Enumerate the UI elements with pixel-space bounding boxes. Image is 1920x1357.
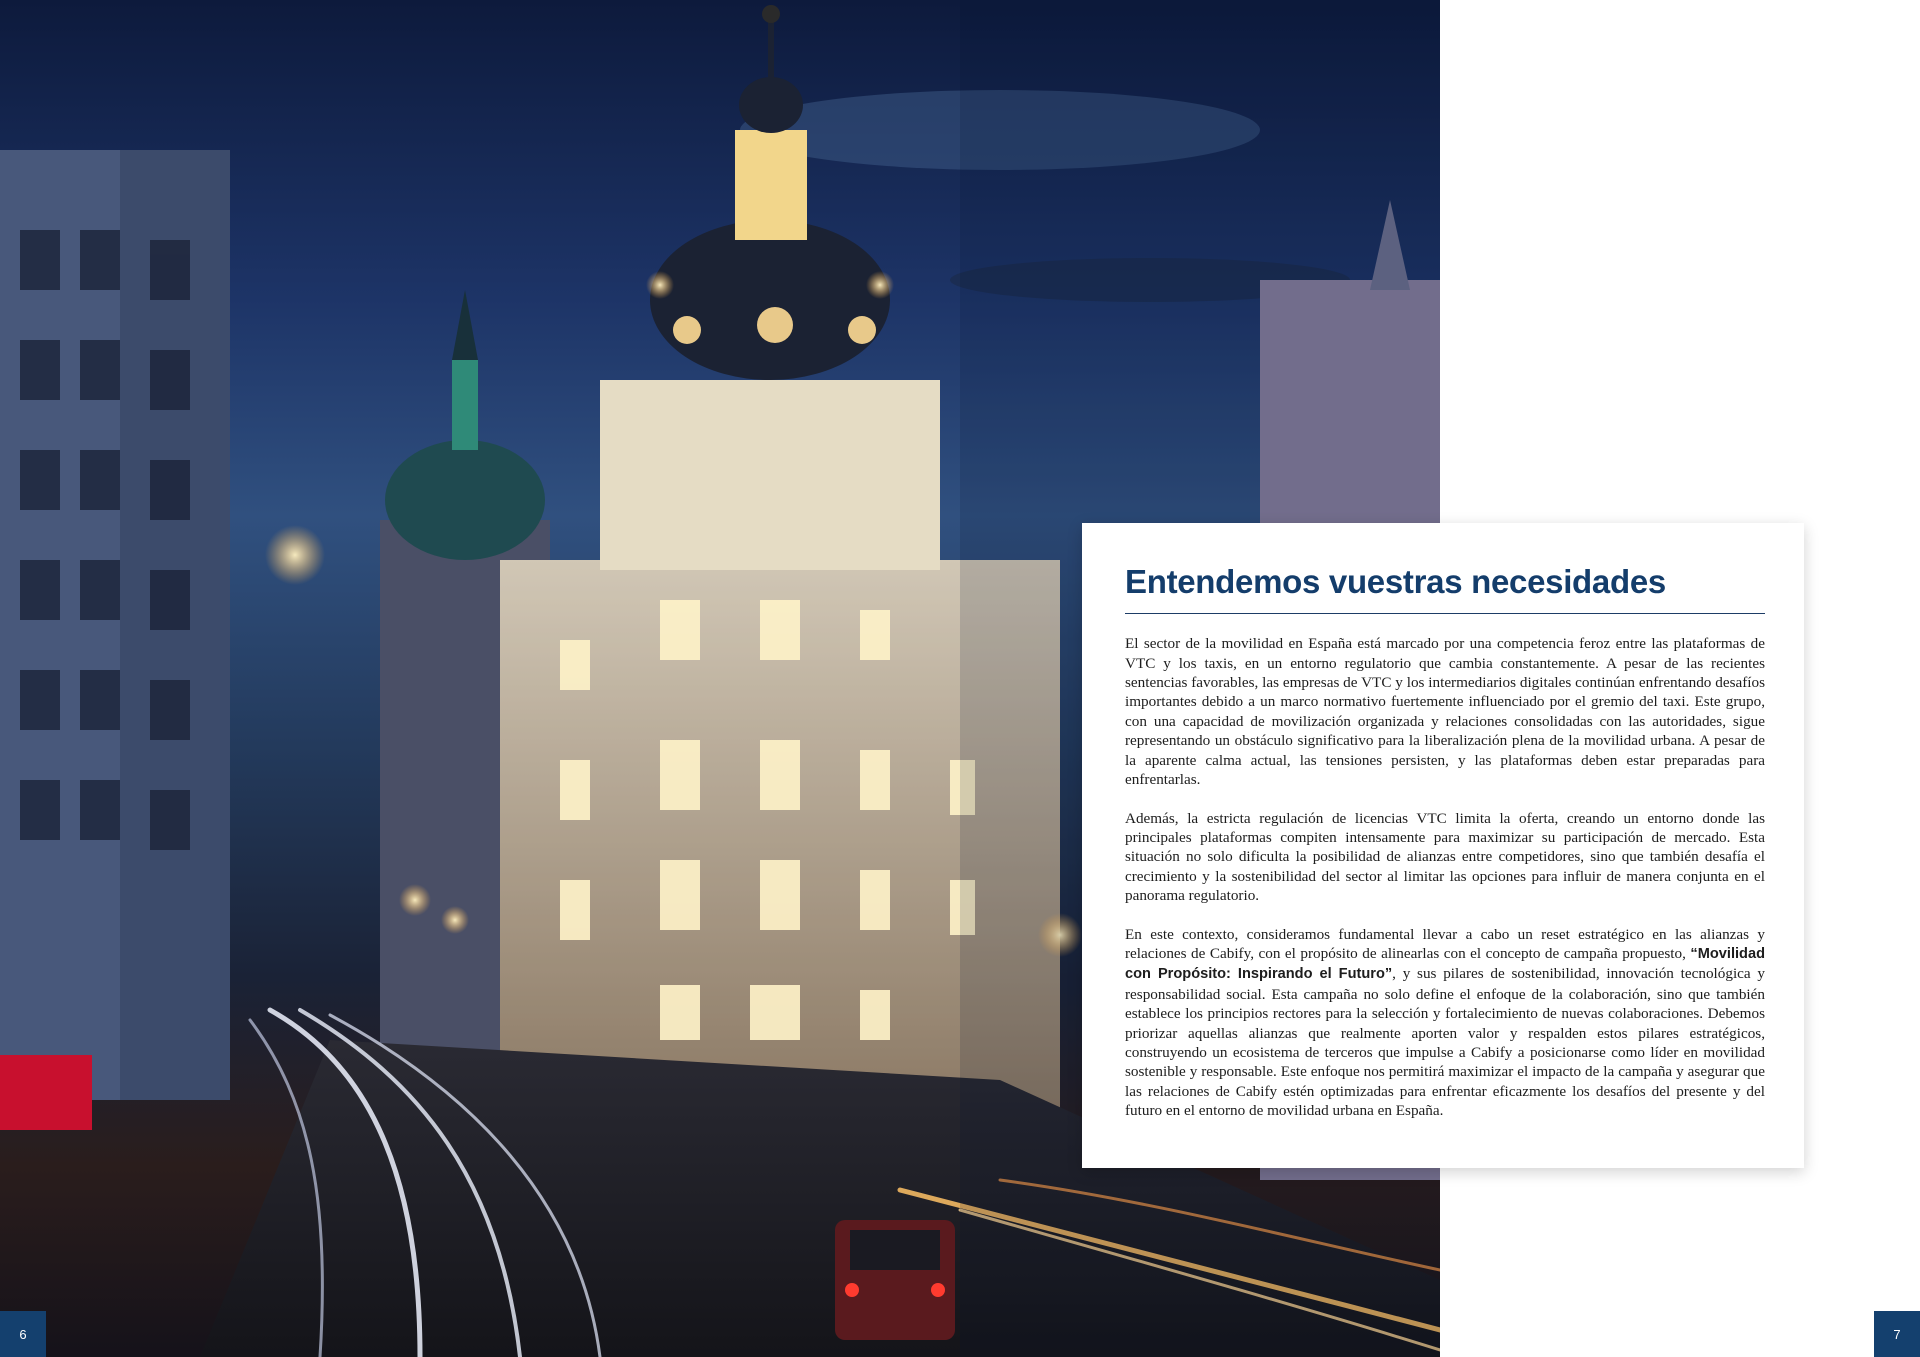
title-divider (1125, 613, 1765, 614)
article-card (1082, 523, 1804, 1168)
article-paragraph-1: El sector de la movilidad en España está marcado por una competencia feroz entre las plataformas de VTC y los taxis, en un entorno regulatorio que cambia constantemente. A pesar de las recientes sentencias favorables, las empresas de VTC y los intermediarios digitales continúan enfrentando desafíos importantes debido a un marco normativo fuertemente influenciado por el gremio del taxi. Este grupo, con una capacidad de movilización organizada y relaciones consolidadas con las autoridades, sigue representando un obstáculo significativo para la liberalización plena de la movilidad urbana. A pesar de la aparente calma actual, las tensiones persisten, y las plataformas deben estar preparadas para enfrentarlas. (1125, 635, 1765, 789)
green-dome (385, 440, 545, 560)
main-dome (650, 220, 890, 380)
article-title: Entendemos vuestras necesidades (1125, 563, 1666, 600)
article-paragraph-2: Además, la estricta regulación de licencias VTC limita la oferta, creando un entorno donde las principales plataformas compiten intensamente para maximizar su participación de mercado. Esta situación no solo dificulta la posibilidad de alianzas entre competidores, sino que también desafía el crecimiento y la sostenibilidad del sector al limitar las opciones para influir de manera conjunta en el panorama regulatorio. (1125, 809, 1765, 905)
campaign-name: “Movilidad con Propósito: Inspirando el Futuro” (1125, 945, 1765, 983)
page-number-left: 6 (0, 1311, 46, 1357)
paragraph-3-end: , y sus pilares de sostenibilidad, innovación tecnológica y responsabilidad social. Esta campaña no solo define el enfoque de la colaboración, sino que también establece los principios rectores para la selección y fortalecimiento de nuevas colaboraciones. Debemos priorizar aquellas alianzas que realmente aporten valor y respalden estos pilares estratégicos, construyendo un ecosistema de terceros que impulse a Cabify a posicionarse como líder en movilidad sostenible y responsable. Este enfoque nos permitirá maximizar el impacto de la campaña y asegurar que las relaciones de Cabify estén optimizadas para enfrentar eficazmente los desafíos del presente y del futuro en el entorno de movilidad urbana en España. (1125, 965, 1765, 1120)
red-sign (0, 1055, 92, 1130)
street-lamp (265, 525, 325, 585)
article-paragraph-3 (1125, 925, 1765, 1121)
paragraph-3-start: En este contexto, consideramos fundamental llevar a cabo un reset estratégico en las alianzas y relaciones de Cabify, con el propósito de alinearlas con el concepto de campaña propuesto, (1125, 925, 1765, 962)
page-number-right: 7 (1874, 1311, 1920, 1357)
